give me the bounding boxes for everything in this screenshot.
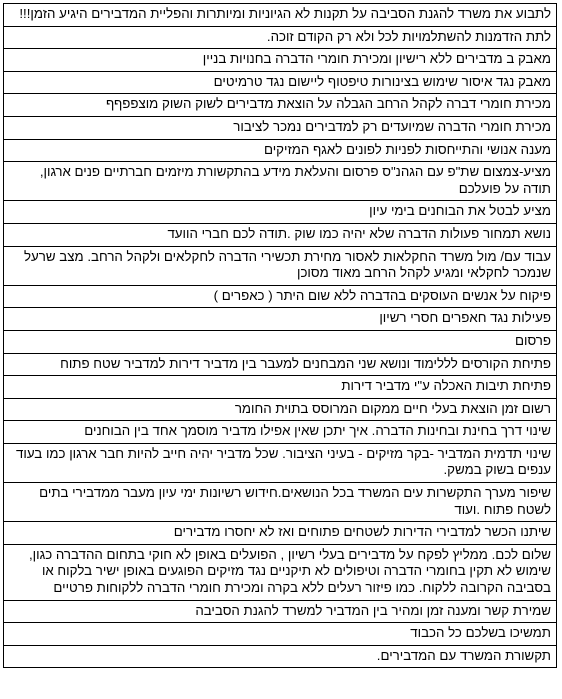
table-row [4, 544, 557, 600]
suggestions-table [3, 3, 557, 668]
table-cell: מציע-צמצום שת"פ עם הגהנ"ס פרסום והעלאת מידע בהתקשורת מיזמים חברתיים פנים ארגון, תודה על פועלכם [4, 162, 557, 201]
table-row [4, 398, 557, 421]
table-cell: שמירת קשר ומענה זמן ומהיר בין המדביר למשרד להגנת הסביבה [4, 600, 557, 623]
table-row [4, 330, 557, 353]
table-row [4, 49, 557, 72]
table-row [4, 308, 557, 331]
table-row [4, 421, 557, 444]
table-cell: פיקוח על אנשים העוסקים בהדברה ללא שום היתר ( כאפרים ) [4, 285, 557, 308]
table-cell: לתת הזדמנות להשתלמויות לכל ולא רק הקודם זוכה. [4, 26, 557, 49]
table-cell: פרסום [4, 330, 557, 353]
table-row [4, 162, 557, 201]
table-row [4, 94, 557, 117]
table-cell: מאבק ב מדבירים ללא רישיון ומכירת חומרי הדברה בחנויות בניין [4, 49, 557, 72]
table-row [4, 71, 557, 94]
table-cell: מכירת חומרי דברה לקהל הרחב הגבלה על הוצאת מדבירים לשוק השוק מוצפפףף [4, 94, 557, 117]
table-cell: נושא תמחור פעולות הדברה שלא יהיה כמו שוק .תודה לכם חברי הוועד [4, 223, 557, 246]
table-row [4, 522, 557, 545]
table-row [4, 645, 557, 668]
table-row [4, 623, 557, 646]
table-cell: מכירת חומרי הדברה שמיועדים רק למדבירים נמכר לציבור [4, 116, 557, 139]
table-cell: תמשיכו בשלכם כל הכבוד [4, 623, 557, 646]
table-row [4, 443, 557, 482]
table-cell: פתיחת תיבות האכלה ע"י מדביר דירות [4, 376, 557, 399]
table-cell: שיתנו הכשר למדבירי הדירות לשטחים פתוחים ואז לא יחסרו מדבירים [4, 522, 557, 545]
table-cell: שינוי תדמית המדביר -בקר מזיקים - בעיני הציבור. שכל מדביר יהיה חייב להיות חבר ארגון כמו בעוד ענפים בשוק במשק. [4, 443, 557, 482]
table-row [4, 139, 557, 162]
table-cell: פתיחת הקורסים לללימוד ונושא שני המבחנים למעבר בין מדביר דירות למדביר שטח פתוח [4, 353, 557, 376]
table-cell: מענה אנושי והתייחסות לפניות לפונים לאגף המזיקים [4, 139, 557, 162]
table-row [4, 116, 557, 139]
table-row [4, 353, 557, 376]
table-row [4, 246, 557, 285]
table-cell: רשום זמן הוצאת בעלי חיים ממקום המרוסס בתוית החומר [4, 398, 557, 421]
table-row [4, 285, 557, 308]
table-cell: שלום לכם. ממליץ לפקח על מדבירים בעלי רשיון , הפועלים באופן לא חוקי בתחום ההדברה כגון, שימוש לא תקין בחומרי הדברה וטיפולים לא תיקניים נגד מזיקים הפוגעים באופן ישיר בלקוח או בסביבה הקרובה ללקוח. כמו פיזור רעלים ללא בקרה ומכירת חומרי הדברה ללקוחות פרטיים [4, 544, 557, 600]
table-row [4, 201, 557, 224]
table-cell: שיפור מערך התקשרות עים המשרד בכל הנושאים.חידוש רשיונות ימי עיון מעבר ממדבירי בתים לשטח פתוח .ועוד [4, 483, 557, 522]
table-cell: שינוי דרך בחינת ובחינות הדברה. איך יתכן שאין אפילו מדביר מוסמך אחד בין הבוחנים [4, 421, 557, 444]
table-row [4, 223, 557, 246]
table-cell: פעילות נגד חאפרים חסרי רשיון [4, 308, 557, 331]
table-cell: עבוד עם/ מול משרד החקלאות לאסור מחירת תכשירי הדברה לחקלאים ולקהל הרחב. מצב שרעל שנמכר לחקלאי ומגיע לקהל הרחב מאוד מסוכן [4, 246, 557, 285]
table-cell: מאבק נגד איסור שימוש בצינורות טיפטוף ליישום נגד טרמיטים [4, 71, 557, 94]
table-row [4, 600, 557, 623]
table-cell: תקשורת המשרד עם המדבירים. [4, 645, 557, 668]
table-row [4, 26, 557, 49]
table-row [4, 4, 557, 27]
table-row [4, 483, 557, 522]
table-cell: מציע לבטל את הבוחנים בימי עיון [4, 201, 557, 224]
table-cell: לתבוע את משרד להגנת הסביבה על תקנות לא הגיוניות ומיותרות והפליית המדבירים היגיע הזמן!!! [4, 4, 557, 27]
table-row [4, 376, 557, 399]
